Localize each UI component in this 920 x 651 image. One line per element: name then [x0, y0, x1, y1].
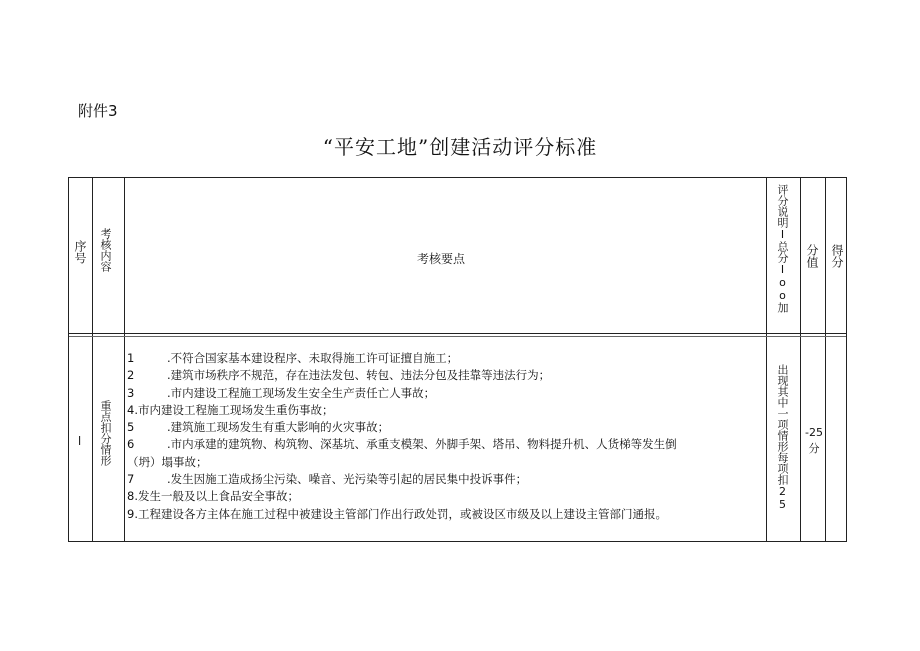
row-desc: 出现其中一项情形每项扣25: [776, 364, 789, 511]
row-score: -25分: [805, 426, 823, 455]
list-item: 3 .市内建设工程施工现场发生安全生产责任亡人事故；: [127, 385, 436, 400]
col-divider: [800, 178, 801, 541]
list-item: 7 .发生因施工造成扬尘污染、噪音、光污染等引起的居民集中投诉事件；: [127, 472, 528, 487]
list-item: 4.市内建设工程施工现场发生重伤事故；: [127, 402, 334, 417]
header-score: 分值: [805, 244, 819, 268]
header-content: 考核内容: [99, 228, 112, 272]
list-item: （坍）塌事故；: [127, 454, 208, 469]
list-item: 6 .市内承建的建筑物、构筑物、深基坑、承重支模架、外脚手架、塔吊、物料提升机、人货梯等发生倒: [127, 437, 677, 452]
page-title: “平安工地”创建活动评分标准: [322, 135, 598, 159]
header-desc: 评分说明I总分Ioo加: [776, 184, 789, 313]
row-divider: [69, 333, 846, 334]
col-divider: [92, 178, 93, 541]
list-item: 5 .建筑施工现场发生有重大影响的火灾事故；: [127, 420, 390, 435]
scoring-table: [68, 177, 847, 542]
assessment-points-list: [127, 350, 767, 523]
row-no: l: [78, 434, 82, 448]
list-item: 8.发生一般及以上食品安全事故；: [127, 489, 299, 504]
list-item: 2 .建筑市场秩序不规范，存在违法发包、转包、违法分包及挂靠等违法行为；: [127, 368, 551, 383]
list-item: 1 .不符合国家基本建设程序、未取得施工许可证擅自施工；: [127, 351, 459, 365]
list-item: 9.工程建设各方主体在施工过程中被建设主管部门作出行政处罚，或被设区市级及以上建设主管部门通报。: [127, 506, 667, 521]
header-no: 序号: [73, 240, 87, 264]
header-result: 得分: [830, 244, 844, 268]
col-divider: [124, 178, 125, 541]
attachment-label: 附件3: [78, 102, 118, 120]
col-divider: [825, 178, 826, 541]
row-content: 重点扣分情形: [99, 400, 112, 466]
row-divider: [69, 336, 846, 337]
header-points: 考核要点: [417, 252, 466, 266]
